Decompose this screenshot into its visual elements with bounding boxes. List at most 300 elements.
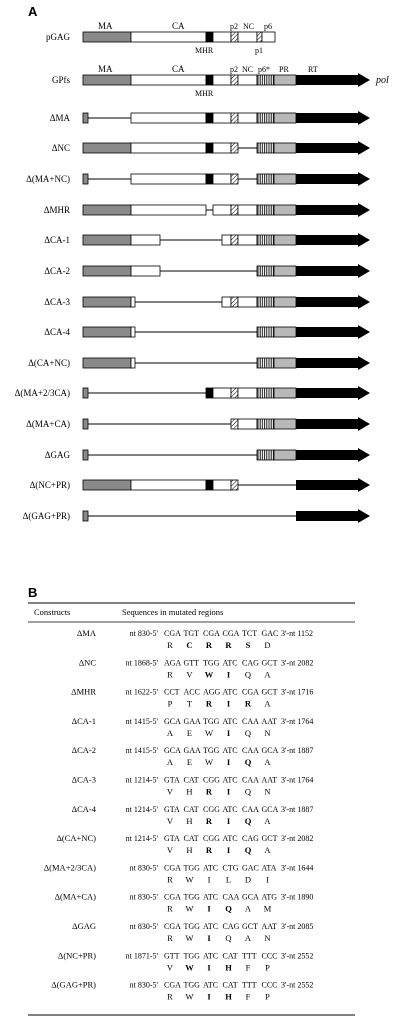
ma-stub-segment: [83, 113, 88, 123]
row-start-nt: nt 1622-5': [125, 687, 158, 697]
construct-name: Δ(MA+NC): [26, 174, 70, 184]
ca-segment: [131, 75, 206, 85]
amino-acid: H: [186, 786, 193, 797]
amino-acid: R: [167, 669, 173, 680]
amino-acid: A: [264, 815, 271, 826]
row-construct: ΔNC: [78, 657, 96, 668]
pr-segment: [274, 205, 296, 215]
row-start-nt: nt 830-5': [129, 892, 158, 902]
amino-acid: A: [166, 757, 174, 768]
construct-name: GPfs: [51, 75, 70, 85]
amino-acid: R: [167, 933, 173, 943]
row-start-nt: nt 830-5': [129, 922, 158, 931]
construct-name: ΔCA-4: [44, 327, 70, 337]
rt-arrow: [296, 386, 370, 400]
amino-acid: V: [186, 669, 193, 680]
ca-segment: [131, 32, 206, 42]
amino-acid: I: [226, 698, 231, 709]
ca-segment: [131, 113, 206, 123]
construct-name: Δ(MA+CA): [26, 419, 70, 429]
p1-segment: [257, 32, 262, 42]
mhr-segment: [206, 480, 213, 490]
panel-b-table: [44, 628, 314, 1002]
p6star-segment: [257, 419, 274, 429]
construct-name: ΔCA-3: [44, 297, 70, 307]
p6star-segment: [257, 358, 274, 368]
codon: CAG: [242, 834, 259, 844]
codon: CGA: [203, 629, 220, 638]
ca-segment: [131, 327, 135, 337]
codon: GTT: [164, 951, 180, 961]
label-pol: pol: [376, 75, 389, 86]
amino-acid: W: [185, 874, 194, 885]
ma-stub-segment: [83, 388, 88, 398]
codon: ATC: [222, 834, 238, 844]
amino-acid: Q: [225, 903, 232, 914]
amino-acid: I: [207, 874, 211, 885]
codon: ATC: [222, 658, 238, 668]
ma-segment: [83, 266, 131, 276]
rt-arrow: [296, 295, 370, 309]
codon: TGG: [203, 716, 220, 726]
row-end-nt: 3'-nt 1716: [281, 687, 314, 697]
codon: ATC: [203, 863, 219, 873]
amino-acid: V: [166, 845, 174, 856]
codon: ATG: [261, 892, 278, 902]
amino-acid: Q: [244, 757, 252, 768]
codon: TGG: [183, 951, 200, 961]
nc-segment: [238, 205, 257, 215]
amino-acid: F: [245, 991, 251, 1002]
amino-acid: A: [244, 903, 252, 914]
pr-segment: [274, 450, 296, 460]
p2-segment: [231, 113, 238, 123]
rt-arrow: [296, 478, 370, 492]
codon: CCT: [164, 687, 180, 697]
codon: ATC: [203, 980, 219, 990]
amino-acid: W: [204, 757, 214, 768]
amino-acid: D: [244, 874, 252, 885]
amino-acid: R: [244, 698, 252, 709]
ca-segment: [131, 480, 206, 490]
ma-segment: [83, 143, 131, 153]
codon: CAT: [183, 834, 199, 844]
codon: GTT: [183, 658, 200, 668]
table-row: [56, 833, 313, 855]
p2-segment: [231, 388, 238, 398]
mhr-segment: [206, 143, 213, 153]
amino-acid: V: [166, 815, 174, 826]
amino-acid: S: [245, 640, 251, 650]
ca-segment: [131, 174, 206, 184]
table-row: [72, 745, 314, 767]
row-start-nt: nt 1214-5': [125, 775, 158, 785]
amino-acid: T: [186, 698, 193, 709]
ca-segment: [131, 235, 160, 245]
row-end-nt: 3'-nt 2082: [281, 834, 314, 844]
row-construct: ΔCA-3: [71, 774, 96, 785]
amino-acid: W: [204, 727, 214, 738]
pr-segment: [274, 358, 296, 368]
row-start-nt: nt 1871-5': [125, 951, 158, 961]
p6star-segment: [257, 75, 274, 85]
row-construct: ΔMHR: [71, 686, 96, 697]
label-p6star: p6*: [258, 65, 270, 74]
amino-acid: R: [205, 815, 213, 826]
rt-arrow: [296, 203, 370, 217]
ca-c-terminal-segment: [213, 32, 231, 42]
codon: CAA: [242, 746, 259, 756]
amino-acid: E: [186, 727, 193, 738]
row-start-nt: nt 830-5': [129, 980, 158, 990]
row-construct: Δ(MA+CA): [54, 891, 96, 902]
row-start-nt: nt 830-5': [129, 629, 158, 638]
p6star-segment: [257, 450, 274, 460]
amino-acid: P: [265, 962, 270, 973]
ca-c-terminal-segment: [213, 143, 231, 153]
codon: CCC: [261, 980, 278, 990]
nc-segment: [238, 388, 257, 398]
label-ca: CA: [172, 21, 185, 31]
amino-acid: H: [225, 962, 232, 973]
table-row: [51, 980, 313, 1002]
rt-arrow: [296, 417, 370, 431]
row-end-nt: 3'-nt 1887: [281, 746, 314, 756]
p6star-segment: [257, 327, 274, 337]
p6star-segment: [257, 174, 274, 184]
row-start-nt: nt 1214-5': [125, 804, 158, 814]
amino-acid: E: [186, 757, 193, 768]
amino-acid: W: [185, 933, 194, 943]
codon: CAG: [242, 658, 259, 668]
amino-acid: N: [264, 727, 271, 738]
amino-acid: L: [225, 874, 232, 885]
codon: ACC: [183, 687, 200, 697]
mhr-segment: [206, 174, 213, 184]
construct-name: ΔNC: [51, 143, 70, 153]
amino-acid: D: [264, 640, 271, 650]
amino-acid: M: [263, 903, 272, 914]
row-end-nt: 3'-nt 1764: [281, 716, 314, 726]
p6star-segment: [257, 143, 274, 153]
table-row: [71, 687, 313, 709]
codon: TGG: [183, 980, 200, 990]
amino-acid: I: [266, 874, 269, 885]
p2-segment: [231, 235, 238, 245]
amino-acid: V: [166, 962, 174, 973]
amino-acid: V: [166, 786, 174, 797]
codon: GCA: [164, 746, 181, 756]
amino-acid: R: [205, 845, 213, 856]
amino-acid: R: [167, 903, 173, 914]
codon: GAA: [183, 746, 201, 756]
amino-acid: Q: [244, 669, 252, 680]
codon: TGG: [183, 863, 200, 873]
row-end-nt: 3'-nt 2085: [281, 922, 314, 931]
codon: AGA: [164, 658, 182, 668]
amino-acid: I: [226, 815, 231, 826]
pr-segment: [274, 75, 296, 85]
amino-acid: I: [207, 991, 211, 1002]
pr-segment: [274, 174, 296, 184]
table-row: [79, 657, 314, 679]
codon: TGT: [183, 629, 200, 638]
row-end-nt: 3'-nt 2552: [281, 951, 314, 961]
p2-segment: [231, 419, 238, 429]
panel-b-letter: B: [28, 585, 38, 600]
row-end-nt: 3'-nt 1764: [281, 775, 314, 785]
construct-name: Δ(NC+PR): [29, 480, 70, 490]
construct-name: Δ(GAG+PR): [22, 511, 70, 521]
table-row: [72, 921, 313, 943]
amino-acid: Q: [225, 933, 232, 943]
table-row: [72, 804, 314, 826]
rt-arrow: [296, 141, 370, 155]
codon: TGG: [203, 746, 220, 756]
label-rt: RT: [308, 65, 318, 74]
amino-acid: P: [265, 991, 270, 1002]
mhr-segment: [206, 32, 213, 42]
codon: CTG: [222, 863, 239, 873]
table-row: [44, 862, 314, 884]
codon: GCT: [261, 687, 278, 697]
codon: ATC: [203, 951, 219, 961]
table-row: [72, 716, 314, 738]
row-start-nt: nt 1868-5': [125, 658, 158, 668]
rt-arrow: [296, 264, 370, 278]
row-construct: Δ(GAG+PR): [51, 979, 96, 990]
amino-acid: W: [185, 991, 194, 1002]
label-nc: NC: [243, 22, 255, 31]
pr-segment: [274, 235, 296, 245]
amino-acid: Q: [244, 786, 252, 797]
pr-segment: [274, 419, 296, 429]
row-construct: ΔMA: [76, 628, 96, 638]
ma-segment: [83, 297, 131, 307]
row-construct: ΔCA-4: [71, 803, 96, 814]
p6star-segment: [257, 388, 274, 398]
row-start-nt: nt 1415-5': [125, 746, 158, 756]
codon: CAA: [242, 775, 259, 785]
amino-acid: R: [167, 874, 173, 885]
codon: AAT: [261, 775, 278, 785]
amino-acid: W: [204, 669, 214, 680]
amino-acid: I: [226, 669, 231, 680]
row-end-nt: 3'-nt 1887: [281, 804, 314, 814]
amino-acid: I: [226, 727, 231, 738]
p6star-segment: [257, 297, 274, 307]
codon: CGG: [203, 804, 220, 814]
table-row: [55, 892, 314, 914]
rt-arrow: [296, 448, 370, 462]
amino-acid: I: [207, 903, 211, 914]
construct-name: ΔCA-2: [44, 266, 70, 276]
table-header-sequences: Sequences in mutated regions: [122, 607, 224, 617]
codon: CAA: [242, 716, 259, 726]
ca-c-terminal-segment: [222, 297, 231, 307]
codon: ATC: [222, 804, 238, 814]
codon: GCT: [261, 834, 278, 844]
codon: ATC: [203, 892, 219, 902]
amino-acid: I: [226, 786, 231, 797]
ma-segment: [83, 75, 131, 85]
codon: GCT: [261, 658, 278, 668]
ca-segment: [131, 358, 135, 368]
codon: CAG: [222, 922, 240, 931]
amino-acid: F: [245, 962, 251, 973]
ma-segment: [83, 32, 131, 42]
codon: ATC: [222, 687, 238, 697]
codon: GTA: [164, 804, 180, 814]
row-end-nt: 3'-nt 1890: [281, 892, 314, 902]
row-start-nt: nt 1415-5': [125, 716, 158, 726]
construct-name: ΔCA-1: [44, 235, 70, 245]
amino-acid: W: [185, 903, 194, 914]
codon: GCA: [261, 804, 279, 814]
ma-stub-segment: [83, 511, 88, 521]
table-row: [77, 628, 313, 650]
row-end-nt: 3'-nt 1644: [281, 863, 314, 873]
row-end-nt: 3'-nt 1152: [281, 629, 314, 638]
codon: ATC: [222, 746, 238, 756]
codon: CAA: [222, 892, 240, 902]
amino-acid: N: [264, 786, 271, 797]
construct-name: ΔMA: [49, 113, 70, 123]
ca-segment: [131, 143, 206, 153]
construct-name: Δ(CA+NC): [28, 358, 70, 368]
pr-segment: [274, 388, 296, 398]
codon: GAC: [261, 629, 279, 638]
ma-segment: [83, 205, 131, 215]
ma-stub-segment: [83, 450, 88, 460]
codon: CGG: [203, 834, 220, 844]
construct-name: Δ(MA+2/3CA): [14, 388, 70, 398]
nc-segment: [238, 235, 257, 245]
label-p1: p1: [255, 46, 263, 55]
row-construct: Δ(NC+PR): [57, 950, 96, 961]
p2-segment: [231, 174, 238, 184]
p2-segment: [231, 143, 238, 153]
amino-acid: Q: [244, 815, 252, 826]
ca-c-terminal-segment: [213, 480, 231, 490]
p2-segment: [231, 297, 238, 307]
label-ma: MA: [98, 21, 113, 31]
amino-acid: I: [207, 933, 211, 943]
row-end-nt: 3'-nt 2082: [281, 658, 314, 668]
codon: CGA: [164, 629, 181, 638]
pr-segment: [274, 327, 296, 337]
ca-segment: [131, 205, 206, 215]
codon: TGG: [183, 922, 200, 931]
label-nc: NC: [242, 65, 254, 74]
amino-acid: P: [167, 698, 173, 709]
codon: GAC: [242, 863, 259, 873]
ca-c-terminal-segment: [222, 235, 231, 245]
amino-acid: A: [166, 727, 174, 738]
codon: AAT: [261, 716, 278, 726]
label-ca: CA: [172, 64, 185, 74]
codon: CGA: [164, 980, 181, 990]
amino-acid: R: [205, 786, 213, 797]
rt-arrow: [296, 325, 370, 339]
amino-acid: H: [186, 815, 193, 826]
amino-acid: H: [186, 845, 193, 856]
rt-arrow: [296, 233, 370, 247]
codon: CGA: [164, 922, 181, 931]
nc-segment: [238, 75, 257, 85]
codon: AAT: [261, 922, 278, 931]
row-construct: ΔCA-2: [71, 745, 96, 756]
construct-name: ΔMHR: [43, 205, 70, 215]
ma-stub-segment: [83, 419, 88, 429]
rt-arrow: [296, 73, 370, 87]
ma-segment: [83, 327, 131, 337]
codon: CGG: [203, 775, 220, 785]
p6star-segment: [257, 266, 274, 276]
row-end-nt: 3'-nt 2552: [281, 980, 314, 990]
ca-c-terminal-segment: [213, 113, 231, 123]
codon: TTT: [242, 980, 257, 990]
codon: ATC: [222, 775, 238, 785]
amino-acid: R: [205, 640, 213, 650]
table-row: [72, 775, 314, 797]
pr-segment: [274, 113, 296, 123]
codon: TGG: [183, 892, 200, 902]
codon: CCC: [261, 951, 278, 961]
codon: ATC: [222, 716, 238, 726]
mhr-segment: [206, 75, 213, 85]
panel-a-constructs: [15, 21, 389, 523]
codon: AGG: [203, 687, 221, 697]
nc-segment: [238, 113, 257, 123]
row-construct: ΔGAG: [72, 921, 96, 931]
amino-acid: R: [225, 640, 232, 650]
amino-acid: R: [205, 698, 213, 709]
table-header-constructs: Constructs: [34, 607, 71, 617]
p6star-segment: [257, 205, 274, 215]
label-p2: p2: [230, 22, 238, 31]
amino-acid: A: [244, 933, 252, 943]
rt-arrow: [296, 509, 370, 523]
table-row: [58, 950, 313, 972]
pr-segment: [274, 143, 296, 153]
codon: ATA: [261, 863, 277, 873]
label-mhr: MHR: [195, 89, 214, 98]
p6star-segment: [257, 113, 274, 123]
p2-segment: [231, 205, 238, 215]
codon: GCT: [242, 922, 258, 931]
construct-name: pGAG: [46, 32, 70, 42]
label-p6: p6: [264, 22, 272, 31]
row-construct: Δ(CA+NC): [56, 833, 96, 844]
codon: TGG: [203, 658, 220, 668]
codon: TTT: [242, 951, 257, 961]
ma-segment: [83, 235, 131, 245]
p2-segment: [231, 75, 238, 85]
rt-arrow: [296, 172, 370, 186]
pr-segment: [274, 266, 296, 276]
amino-acid: A: [264, 698, 271, 709]
ca-c-terminal-segment: [213, 174, 231, 184]
row-construct: ΔCA-1: [71, 715, 96, 726]
codon: GCA: [242, 892, 259, 902]
ca-c-terminal-segment: [213, 205, 231, 215]
amino-acid: I: [226, 845, 231, 856]
amino-acid: I: [207, 962, 211, 973]
ca-segment: [131, 266, 160, 276]
amino-acid: Q: [244, 845, 252, 856]
row-start-nt: nt 830-5': [129, 863, 158, 873]
